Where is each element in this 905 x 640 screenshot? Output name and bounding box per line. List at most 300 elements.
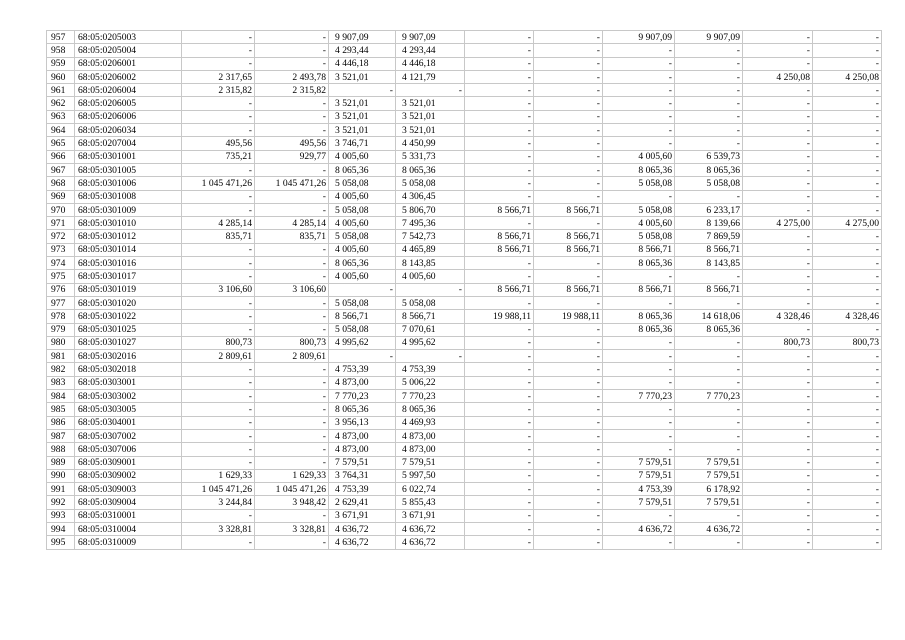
- cadastral-code-cell: 68:05:0309004: [75, 496, 182, 509]
- value-cell: -: [465, 44, 534, 57]
- cadastral-code-cell: 68:05:0302018: [75, 363, 182, 376]
- value-cell: 4 636,72: [329, 536, 396, 549]
- value-cell: 3 521,01: [396, 110, 465, 123]
- value-cell: 2 317,65: [182, 70, 255, 83]
- value-cell: -: [743, 137, 813, 150]
- value-cell: -: [603, 376, 675, 389]
- value-cell: -: [465, 363, 534, 376]
- value-cell: 8 566,71: [465, 230, 534, 243]
- value-cell: 4 446,18: [396, 57, 465, 70]
- value-cell: 5 058,08: [675, 177, 743, 190]
- table-row: [47, 363, 882, 376]
- value-cell: -: [255, 31, 329, 44]
- value-cell: 3 521,01: [329, 124, 396, 137]
- value-cell: 8 065,36: [675, 163, 743, 176]
- cadastral-code-cell: 68:05:0301019: [75, 283, 182, 296]
- value-cell: 4 465,89: [396, 243, 465, 256]
- value-cell: 3 671,91: [396, 509, 465, 522]
- table-row: [47, 416, 882, 429]
- table-row: [47, 323, 882, 336]
- cadastral-code-cell: 68:05:0310001: [75, 509, 182, 522]
- value-cell: 7 579,51: [603, 496, 675, 509]
- value-cell: 4 005,60: [329, 217, 396, 230]
- value-cell: -: [813, 137, 882, 150]
- row-number-cell: 994: [47, 522, 75, 535]
- value-cell: -: [813, 443, 882, 456]
- row-number-cell: 976: [47, 283, 75, 296]
- value-cell: -: [329, 350, 396, 363]
- value-cell: -: [603, 536, 675, 549]
- value-cell: -: [534, 124, 603, 137]
- value-cell: -: [465, 416, 534, 429]
- value-cell: -: [743, 390, 813, 403]
- cadastral-code-cell: 68:05:0301027: [75, 336, 182, 349]
- value-cell: -: [182, 323, 255, 336]
- row-number-cell: 959: [47, 57, 75, 70]
- value-cell: 1 045 471,26: [182, 177, 255, 190]
- value-cell: -: [743, 84, 813, 97]
- value-cell: 8 566,71: [675, 283, 743, 296]
- value-cell: -: [743, 376, 813, 389]
- value-cell: 5 997,50: [396, 469, 465, 482]
- value-cell: -: [675, 70, 743, 83]
- value-cell: -: [743, 443, 813, 456]
- table-row: [47, 283, 882, 296]
- value-cell: -: [465, 496, 534, 509]
- value-cell: -: [534, 456, 603, 469]
- value-cell: -: [329, 84, 396, 97]
- value-cell: 4 293,44: [396, 44, 465, 57]
- value-cell: 3 521,01: [396, 124, 465, 137]
- value-cell: 4 005,60: [396, 270, 465, 283]
- value-cell: -: [675, 363, 743, 376]
- value-cell: -: [182, 57, 255, 70]
- cadastral-code-cell: 68:05:0301014: [75, 243, 182, 256]
- value-cell: -: [255, 44, 329, 57]
- value-cell: -: [534, 150, 603, 163]
- row-number-cell: 990: [47, 469, 75, 482]
- value-cell: -: [743, 124, 813, 137]
- value-cell: -: [465, 469, 534, 482]
- value-cell: -: [743, 177, 813, 190]
- value-cell: -: [534, 31, 603, 44]
- cadastral-code-cell: 68:05:0301012: [75, 230, 182, 243]
- value-cell: -: [255, 363, 329, 376]
- cadastral-code-cell: 68:05:0301008: [75, 190, 182, 203]
- value-cell: -: [813, 350, 882, 363]
- value-cell: 7 579,51: [675, 469, 743, 482]
- value-cell: -: [813, 363, 882, 376]
- value-cell: 4 873,00: [329, 443, 396, 456]
- value-cell: 4 753,39: [329, 363, 396, 376]
- value-cell: -: [743, 190, 813, 203]
- value-cell: -: [813, 150, 882, 163]
- value-cell: 2 809,61: [255, 350, 329, 363]
- value-cell: -: [182, 296, 255, 309]
- value-cell: 5 058,08: [329, 177, 396, 190]
- value-cell: 14 618,06: [675, 310, 743, 323]
- value-cell: -: [255, 296, 329, 309]
- value-cell: -: [182, 97, 255, 110]
- value-cell: 800,73: [743, 336, 813, 349]
- value-cell: 4 753,39: [603, 483, 675, 496]
- value-cell: 8 065,36: [603, 310, 675, 323]
- value-cell: 2 809,61: [182, 350, 255, 363]
- value-cell: 8 566,71: [534, 283, 603, 296]
- value-cell: 7 579,51: [603, 469, 675, 482]
- value-cell: -: [255, 57, 329, 70]
- value-cell: -: [255, 416, 329, 429]
- value-cell: 4 250,08: [743, 70, 813, 83]
- value-cell: 8 065,36: [329, 403, 396, 416]
- value-cell: -: [813, 177, 882, 190]
- value-cell: -: [182, 31, 255, 44]
- value-cell: 835,71: [255, 230, 329, 243]
- value-cell: -: [465, 536, 534, 549]
- value-cell: -: [534, 390, 603, 403]
- value-cell: -: [465, 456, 534, 469]
- table-row: [47, 44, 882, 57]
- value-cell: -: [603, 270, 675, 283]
- table-row: [47, 336, 882, 349]
- value-cell: -: [182, 456, 255, 469]
- value-cell: -: [396, 350, 465, 363]
- value-cell: -: [603, 350, 675, 363]
- row-number-cell: 982: [47, 363, 75, 376]
- value-cell: -: [465, 376, 534, 389]
- value-cell: -: [743, 230, 813, 243]
- value-cell: -: [465, 483, 534, 496]
- value-cell: -: [255, 536, 329, 549]
- table-row: [47, 230, 882, 243]
- value-cell: 4 005,60: [603, 217, 675, 230]
- value-cell: 2 315,82: [182, 84, 255, 97]
- value-cell: -: [813, 243, 882, 256]
- table-row: [47, 522, 882, 535]
- value-cell: -: [465, 509, 534, 522]
- cadastral-code-cell: 68:05:0310009: [75, 536, 182, 549]
- value-cell: -: [743, 350, 813, 363]
- cadastral-code-cell: 68:05:0206001: [75, 57, 182, 70]
- row-number-cell: 988: [47, 443, 75, 456]
- value-cell: 5 058,08: [329, 323, 396, 336]
- value-cell: 5 058,08: [329, 230, 396, 243]
- value-cell: -: [813, 84, 882, 97]
- value-cell: -: [255, 403, 329, 416]
- cadastral-code-cell: 68:05:0304001: [75, 416, 182, 429]
- value-cell: 7 495,36: [396, 217, 465, 230]
- value-cell: 3 764,31: [329, 469, 396, 482]
- value-cell: -: [255, 390, 329, 403]
- value-cell: -: [743, 243, 813, 256]
- row-number-cell: 966: [47, 150, 75, 163]
- cadastral-code-cell: 68:05:0303001: [75, 376, 182, 389]
- table-row: [47, 257, 882, 270]
- row-number-cell: 984: [47, 390, 75, 403]
- value-cell: -: [743, 31, 813, 44]
- value-cell: 1 045 471,26: [255, 483, 329, 496]
- value-cell: 4 469,93: [396, 416, 465, 429]
- value-cell: -: [465, 323, 534, 336]
- value-cell: -: [603, 57, 675, 70]
- value-cell: 4 873,00: [396, 443, 465, 456]
- value-cell: -: [675, 509, 743, 522]
- table-row: [47, 190, 882, 203]
- value-cell: 4 005,60: [329, 270, 396, 283]
- value-cell: -: [675, 124, 743, 137]
- table-body: [47, 31, 882, 550]
- value-cell: -: [534, 403, 603, 416]
- value-cell: 4 005,60: [603, 150, 675, 163]
- value-cell: -: [743, 522, 813, 535]
- value-cell: 4 873,00: [329, 429, 396, 442]
- cadastral-values-table: [46, 30, 882, 550]
- value-cell: -: [813, 257, 882, 270]
- value-cell: -: [465, 522, 534, 535]
- value-cell: -: [182, 257, 255, 270]
- value-cell: -: [534, 44, 603, 57]
- value-cell: -: [743, 456, 813, 469]
- value-cell: -: [182, 363, 255, 376]
- value-cell: 8 566,71: [603, 243, 675, 256]
- value-cell: -: [255, 203, 329, 216]
- table-row: [47, 70, 882, 83]
- value-cell: -: [182, 163, 255, 176]
- value-cell: 4 285,14: [255, 217, 329, 230]
- value-cell: -: [603, 509, 675, 522]
- value-cell: 1 045 471,26: [182, 483, 255, 496]
- value-cell: 3 244,84: [182, 496, 255, 509]
- value-cell: -: [603, 137, 675, 150]
- value-cell: 735,21: [182, 150, 255, 163]
- table-row: [47, 177, 882, 190]
- value-cell: 8 065,36: [396, 403, 465, 416]
- value-cell: 8 065,36: [603, 163, 675, 176]
- table-row: [47, 509, 882, 522]
- value-cell: -: [743, 57, 813, 70]
- row-number-cell: 965: [47, 137, 75, 150]
- value-cell: -: [465, 429, 534, 442]
- cadastral-code-cell: 68:05:0309001: [75, 456, 182, 469]
- row-number-cell: 963: [47, 110, 75, 123]
- value-cell: 7 579,51: [396, 456, 465, 469]
- cadastral-code-cell: 68:05:0206004: [75, 84, 182, 97]
- value-cell: -: [813, 230, 882, 243]
- value-cell: -: [813, 403, 882, 416]
- value-cell: -: [396, 84, 465, 97]
- cadastral-code-cell: 68:05:0301016: [75, 257, 182, 270]
- value-cell: 1 045 471,26: [255, 177, 329, 190]
- table-row: [47, 469, 882, 482]
- value-cell: 3 521,01: [329, 97, 396, 110]
- value-cell: -: [534, 270, 603, 283]
- value-cell: -: [813, 536, 882, 549]
- value-cell: 5 006,22: [396, 376, 465, 389]
- cadastral-code-cell: 68:05:0301001: [75, 150, 182, 163]
- value-cell: -: [182, 243, 255, 256]
- value-cell: -: [603, 443, 675, 456]
- value-cell: -: [182, 203, 255, 216]
- value-cell: 4 636,72: [603, 522, 675, 535]
- row-number-cell: 975: [47, 270, 75, 283]
- value-cell: 8 065,36: [675, 323, 743, 336]
- value-cell: -: [182, 190, 255, 203]
- value-cell: -: [465, 150, 534, 163]
- value-cell: 8 566,71: [534, 230, 603, 243]
- table-row: [47, 350, 882, 363]
- value-cell: -: [255, 190, 329, 203]
- value-cell: 4 005,60: [329, 190, 396, 203]
- value-cell: -: [182, 443, 255, 456]
- table-row: [47, 163, 882, 176]
- value-cell: -: [813, 190, 882, 203]
- value-cell: -: [534, 536, 603, 549]
- value-cell: -: [534, 376, 603, 389]
- value-cell: 8 065,36: [329, 163, 396, 176]
- value-cell: -: [743, 257, 813, 270]
- table-row: [47, 97, 882, 110]
- value-cell: 7 579,51: [675, 496, 743, 509]
- value-cell: 8 566,71: [396, 310, 465, 323]
- value-cell: -: [255, 376, 329, 389]
- value-cell: -: [813, 203, 882, 216]
- value-cell: 8 566,71: [329, 310, 396, 323]
- value-cell: -: [675, 296, 743, 309]
- value-cell: -: [534, 336, 603, 349]
- value-cell: -: [603, 70, 675, 83]
- row-number-cell: 974: [47, 257, 75, 270]
- table-row: [47, 84, 882, 97]
- value-cell: -: [675, 57, 743, 70]
- value-cell: -: [465, 57, 534, 70]
- value-cell: -: [743, 363, 813, 376]
- value-cell: -: [813, 522, 882, 535]
- cadastral-code-cell: 68:05:0303002: [75, 390, 182, 403]
- value-cell: -: [813, 44, 882, 57]
- cadastral-code-cell: 68:05:0301006: [75, 177, 182, 190]
- value-cell: -: [255, 323, 329, 336]
- value-cell: -: [743, 283, 813, 296]
- value-cell: -: [465, 403, 534, 416]
- table-row: [47, 429, 882, 442]
- row-number-cell: 973: [47, 243, 75, 256]
- value-cell: -: [329, 283, 396, 296]
- value-cell: 1 629,33: [182, 469, 255, 482]
- value-cell: -: [675, 536, 743, 549]
- value-cell: 7 770,23: [603, 390, 675, 403]
- value-cell: 4 753,39: [396, 363, 465, 376]
- value-cell: 929,77: [255, 150, 329, 163]
- value-cell: -: [603, 84, 675, 97]
- value-cell: 4 306,45: [396, 190, 465, 203]
- row-number-cell: 969: [47, 190, 75, 203]
- value-cell: -: [743, 469, 813, 482]
- value-cell: 3 746,71: [329, 137, 396, 150]
- value-cell: 4 005,60: [329, 243, 396, 256]
- value-cell: 7 770,23: [329, 390, 396, 403]
- value-cell: -: [603, 124, 675, 137]
- value-cell: 7 770,23: [675, 390, 743, 403]
- value-cell: 9 907,09: [329, 31, 396, 44]
- row-number-cell: 985: [47, 403, 75, 416]
- value-cell: -: [813, 283, 882, 296]
- value-cell: 4 285,14: [182, 217, 255, 230]
- cadastral-code-cell: 68:05:0309003: [75, 483, 182, 496]
- value-cell: 800,73: [255, 336, 329, 349]
- value-cell: -: [675, 403, 743, 416]
- value-cell: -: [813, 456, 882, 469]
- value-cell: -: [465, 270, 534, 283]
- value-cell: -: [743, 163, 813, 176]
- value-cell: 3 521,01: [329, 110, 396, 123]
- value-cell: -: [534, 350, 603, 363]
- value-cell: 19 988,11: [534, 310, 603, 323]
- value-cell: 5 058,08: [329, 203, 396, 216]
- cadastral-code-cell: 68:05:0301005: [75, 163, 182, 176]
- table-row: [47, 443, 882, 456]
- table-row: [47, 270, 882, 283]
- value-cell: 4 873,00: [329, 376, 396, 389]
- value-cell: -: [182, 403, 255, 416]
- value-cell: -: [534, 296, 603, 309]
- row-number-cell: 962: [47, 97, 75, 110]
- value-cell: -: [465, 97, 534, 110]
- table-row: [47, 243, 882, 256]
- row-number-cell: 960: [47, 70, 75, 83]
- value-cell: 495,56: [182, 137, 255, 150]
- value-cell: -: [534, 257, 603, 270]
- value-cell: -: [465, 443, 534, 456]
- value-cell: -: [465, 350, 534, 363]
- value-cell: 3 106,60: [182, 283, 255, 296]
- value-cell: -: [743, 44, 813, 57]
- value-cell: 8 065,36: [603, 323, 675, 336]
- value-cell: 1 629,33: [255, 469, 329, 482]
- value-cell: -: [465, 190, 534, 203]
- value-cell: -: [534, 443, 603, 456]
- value-cell: -: [465, 84, 534, 97]
- value-cell: 4 995,62: [329, 336, 396, 349]
- value-cell: -: [813, 124, 882, 137]
- value-cell: 4 636,72: [329, 522, 396, 535]
- value-cell: 4 328,46: [813, 310, 882, 323]
- value-cell: -: [534, 469, 603, 482]
- value-cell: 3 948,42: [255, 496, 329, 509]
- value-cell: -: [813, 416, 882, 429]
- table-row: [47, 31, 882, 44]
- value-cell: -: [182, 509, 255, 522]
- value-cell: 8 566,71: [534, 243, 603, 256]
- value-cell: -: [534, 137, 603, 150]
- cadastral-code-cell: 68:05:0301009: [75, 203, 182, 216]
- value-cell: -: [743, 496, 813, 509]
- value-cell: -: [255, 97, 329, 110]
- value-cell: -: [813, 31, 882, 44]
- value-cell: -: [534, 70, 603, 83]
- value-cell: -: [675, 336, 743, 349]
- value-cell: 2 315,82: [255, 84, 329, 97]
- value-cell: -: [813, 296, 882, 309]
- value-cell: -: [743, 429, 813, 442]
- row-number-cell: 995: [47, 536, 75, 549]
- value-cell: -: [465, 31, 534, 44]
- value-cell: 8 566,71: [465, 243, 534, 256]
- row-number-cell: 991: [47, 483, 75, 496]
- value-cell: -: [465, 390, 534, 403]
- value-cell: -: [813, 469, 882, 482]
- value-cell: 6 178,92: [675, 483, 743, 496]
- value-cell: 5 806,70: [396, 203, 465, 216]
